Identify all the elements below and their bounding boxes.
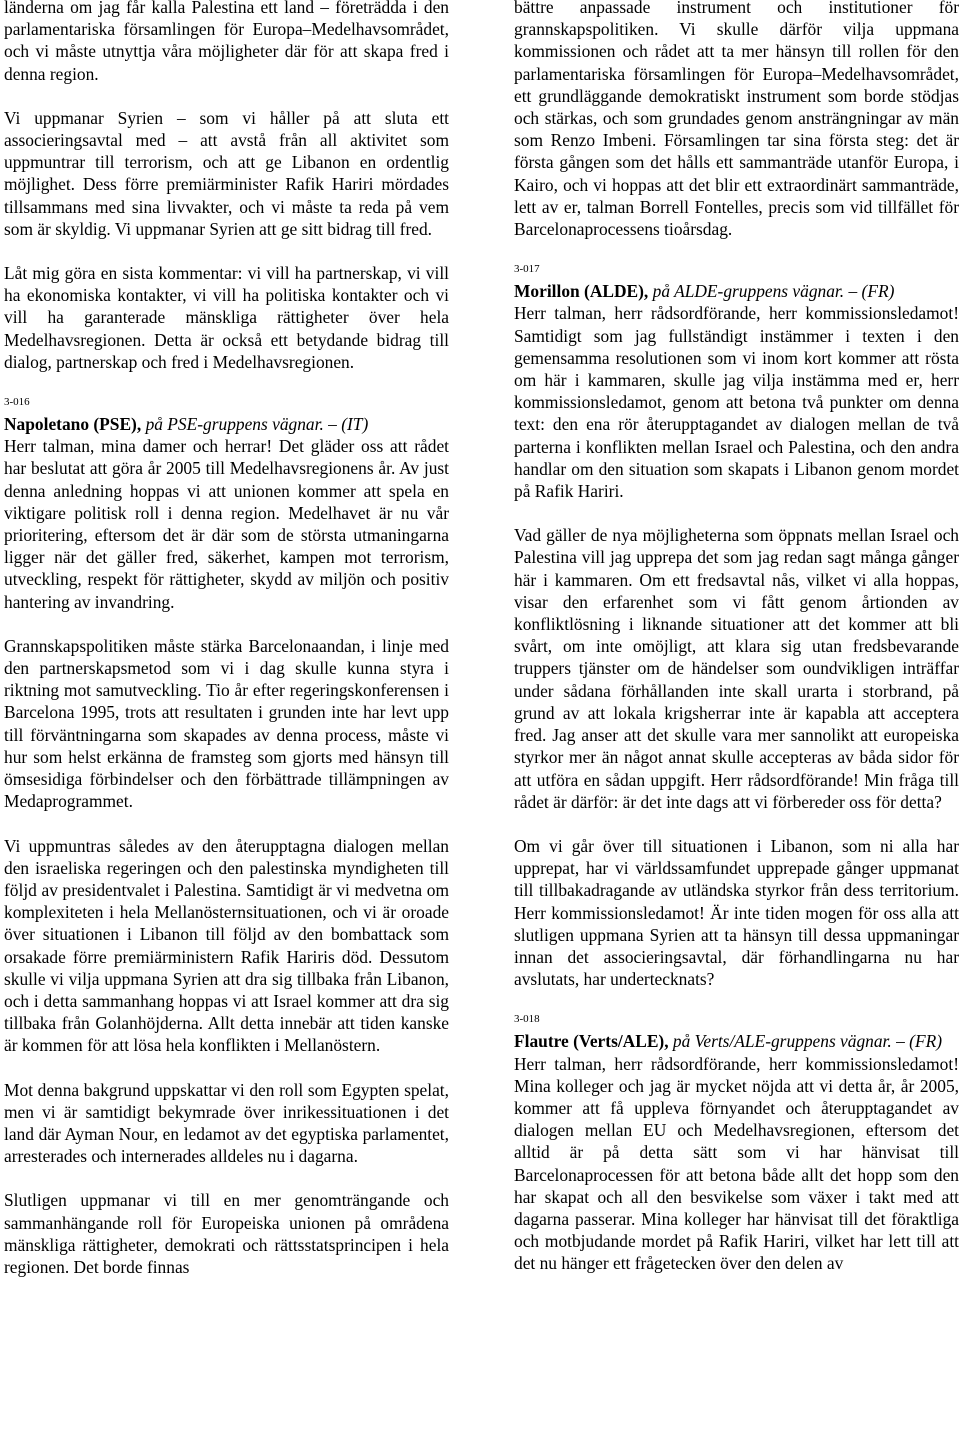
speech-marker: 3-017 [514,263,540,276]
speech-marker: 3-016 [4,396,30,409]
speech-marker: 3-018 [514,1013,540,1026]
paragraph: Herr talman, herr rådsordförande, herr kommissionsledamot! Samtidigt som jag fullständigt instämmer i texten i den gemensamma resolutionen som vi inom kort kommer att rösta om här i kammaren, skulle jag vilja instämma med er, herr kommissionsledamot, genom att betona två punkter om denna text: den ena rör återupptagandet av dialogen mellan de två parterna i konflikten mellan Israel och Palestina, och den andra handlar om den situation som skapats i Libanon genom mordet på Rafik Hariri. [514,303,959,502]
speaker-name: Flautre (Verts/ALE), [514,1031,669,1052]
speaker-role: på Verts/ALE-gruppens vägnar. [672,1031,892,1052]
paragraph: Om vi går över till situationen i Libanon, som ni alla har upprepat, har vi världssamfundet upprepade gånger uppmanat till tillbakadragande av utländska styrkor från dess territorium. Herr kommissionsledamot! Är inte tiden mogen för oss alla att slutligen uppmana Syrien att ta hänsyn till dessa uppmaningar innan det associeringsavtal, där förhandlingarna nu har avslutats, har undertecknats? [514,835,959,990]
speaker-name: Morillon (ALDE), [514,281,649,302]
speaker-language: – (FR) [896,1031,942,1052]
speaker-language: – (FR) [848,281,895,302]
paragraph: Mot denna bakgrund uppskattar vi den roll som Egypten spelat, men vi är samtidigt bekymrade över inrikessituationen i det land där Ayman Nour, en ledamot av det egyptiska parlamentet, arresterades och internerades alldeles nu i dagarna. [4,1079,449,1167]
paragraph: länderna om jag får kalla Palestina ett land – företrädda i den parlamentariska församlingen för Europa–Medelhavsområdet, och vi måste utnyttja våra möjligheter där för att skapa fred i denna region. [4,0,449,84]
speaker-name: Napoletano (PSE), [4,414,142,435]
paragraph: Vad gäller de nya möjligheterna som öppnats mellan Israel och Palestina vill jag upprepa det som jag redan sagt många gånger här i kammaren. Om ett fredsavtal nås, vilket vi alla hoppas, visar den erfarenhet som vi fått genom årtionden av konfliktlösning i liknande situationer att det kommer att bli svårt, om inte omöjligt, att klara sig utan fredsbevarande truppers tjänster om de händelser som oundvikligen inträffar under sådana förhållanden inte skall urarta i storbrand, på grund av att lokala krigsherrar inte är kapabla att acceptera fred. Jag anser att det skulle vara mer sannolikt att europeiska styrkor mer än något annat skulle accepteras av båda sidor för att utföra en sådan uppgift. Herr rådsordförande! Min fråga till rådet är därför: är det inte dags att vi förbereder oss för detta? [514,525,959,812]
speaker-heading [514,280,959,302]
left-column [4,0,449,1300]
paragraph: Vi uppmuntras således av den återupptagna dialogen mellan den israeliska regeringen och den palestinska myndigheten till följd av presidentvalet i Palestina. Samtidigt är vi medvetna om komplexiteten i hela Mellanösternsituationen, och vi är oroade över situationen i Libanon till följd av den bombattack som orsakade förre premiärministern Rafik Hariris död. Dessutom skulle vi vilja uppmana Syrien att dra sig tillbaka från Libanon, och i detta sammanhang hoppas vi att Israel kommer att dra sig tillbaka från Golanhöjderna. Allt detta innebär att tiden kanske är kommen för att lösa hela konflikten i Mellanöstern. [4,835,449,1056]
speaker-role: på ALDE-gruppens vägnar. [652,281,845,302]
speaker-role: på PSE-gruppens vägnar. [145,414,324,435]
paragraph: Herr talman, mina damer och herrar! Det gläder oss att rådet har beslutat att göra år 2005 till Medelhavsregionens år. Av just denna anledning hoppas vi att unionen kommer att spela en viktigare politisk roll i denna region. Medelhavet är nu vår prioritering, eftersom det är där som de största utmaningarna ligger när det gäller fred, säkerhet, kampen mot terrorism, utveckling, respekt för rättigheter, skydd av miljön och positiv hantering av invandring. [4,436,449,612]
paragraph: Låt mig göra en sista kommentar: vi vill ha partnerskap, vi vill ha ekonomiska kontakter, vi vill ha politiska kontakter och vi vill ha garanterade mänskliga rättigheter över hela Medelhavsregionen. Detta är också ett betydande bidrag till dialog, partnerskap och fred i Medelhavsregionen. [4,263,449,372]
speaker-language: – (IT) [328,414,369,435]
right-column [514,0,959,1297]
paragraph: Slutligen uppmanar vi till en mer genomträngande och sammanhängande roll för Europeiska unionen på områdena mänskliga rättigheter, demokrati och rättsstatsprincipen i hela regionen. Det borde finnas [4,1190,449,1277]
paragraph: Herr talman, herr rådsordförande, herr kommissionsledamot! Mina kolleger och jag är mycket nöjda att vi detta år, år 2005, kommer att få uppleva förnyandet och återupptagandet av dialogen mellan EU och Medelhavsregionen, eftersom det alltid är på detta sätt som vi har hänvisat till Barcelonaprocessen för att betona både allt det hopp som den har skapat och all den besvikelse som växer i takt med att dagarna passerar. Mina kolleger har hänvisat till det föraktliga och motbjudande mordet på Rafik Hariri, vilket har lett till att det nu hänger ett frågetecken över den delen av [514,1053,959,1274]
paragraph: bättre anpassade instrument och institutioner för grannskapspolitiken. Vi skulle därför vilja uppmana kommissionen och rådet att ta mer hänsyn till rollen för den parlamentariska församlingen för Europa–Medelhavsområdet, ett grundläggande demokratiskt instrument som borde stödjas och stärkas, och som grundades genom ansträngningar av män som Renzo Imbeni. Församlingen tar sina första steg: det är första gången som det hålls ett sammanträde utanför Europa, i Kairo, och vi hoppas att det blir ett extraordinärt sammanträde, lett av er, talman Borrell Fontelles, precis som vid tillfället för Barcelonaprocessens tioårsdag. [514,0,959,240]
paragraph: Grannskapspolitiken måste stärka Barcelonaandan, i linje med den partnerskapsmetod som vi i dag skulle kunna styra i riktning mot samutveckling. Tio år efter regeringskonferensen i Barcelona 1995, trots att resultaten i grunden inte har levt upp till förväntningarna som skapades av denna process, måste vi hur som helst erkänna de framsteg som gjorts med hänsyn till ömsesidiga förbindelser och den förbättrade tillämpningen av Medaprogrammet. [4,635,449,812]
speaker-heading [4,413,449,435]
speaker-heading [514,1030,959,1052]
paragraph: Vi uppmanar Syrien – som vi håller på att sluta ett associeringsavtal med – att avstå från all aktivitet som uppmuntrar till terrorism, och att ge Libanon en ordentlig möjlighet. Dess förre premiärminister Rafik Hariri mördades tillsammans med sina livvakter, och vi måste ta reda på vem som är skyldig. Vi uppmanar Syrien att ge sitt bidrag till fred. [4,107,449,239]
